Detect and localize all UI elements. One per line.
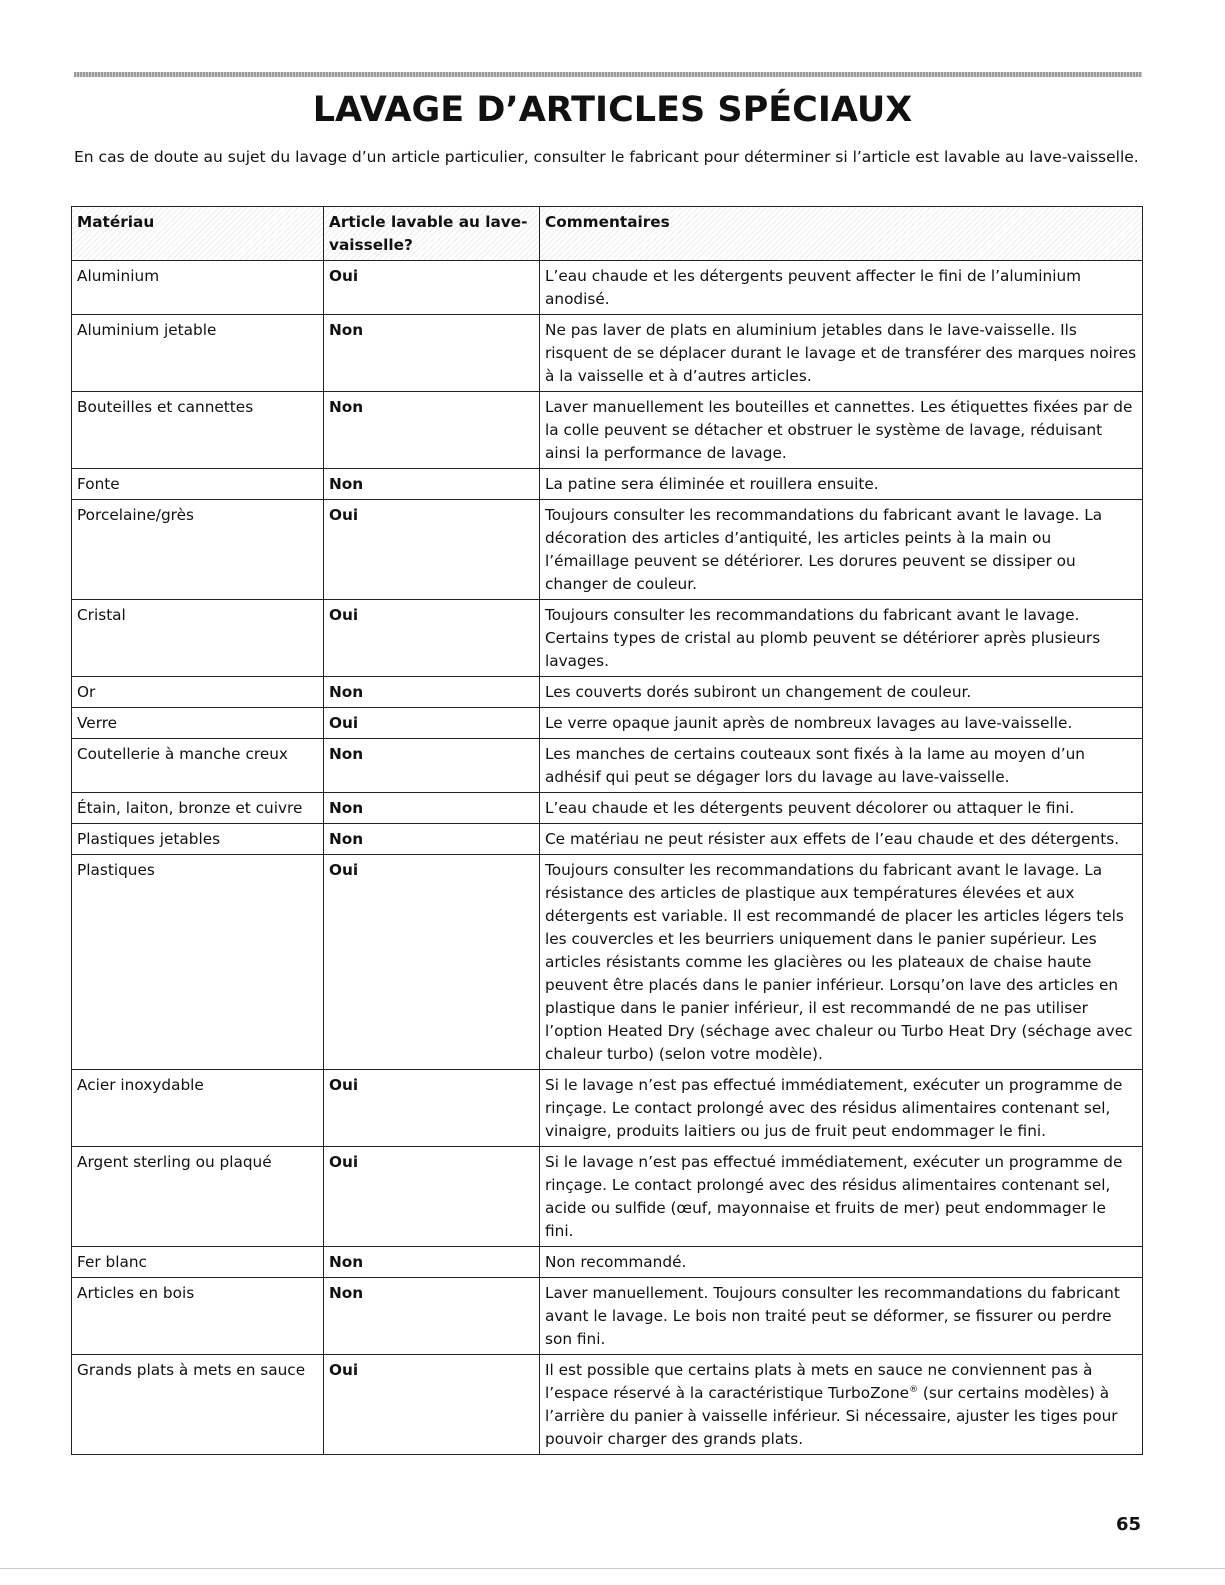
cell-dishwasher-safe: Non [324,824,540,855]
cell-material: Étain, laiton, bronze et cuivre [72,793,324,824]
cell-material: Plastiques jetables [72,824,324,855]
cell-comments: Non recommandé. [540,1247,1143,1278]
table-row [72,469,1143,500]
table-row [72,1355,1143,1455]
cell-comments: Le verre opaque jaunit après de nombreux lavages au lave-vaisselle. [540,708,1143,739]
cell-material: Porcelaine/grès [72,500,324,600]
bottom-divider [0,1568,1225,1569]
cell-dishwasher-safe: Oui [324,1355,540,1455]
table-row [72,1247,1143,1278]
cell-dishwasher-safe: Non [324,392,540,469]
cell-material: Aluminium jetable [72,315,324,392]
table-row [72,392,1143,469]
cell-material: Bouteilles et cannettes [72,392,324,469]
header-material: Matériau [72,207,324,261]
registered-trademark-mark: ® [909,1384,919,1395]
cell-comments: Les manches de certains couteaux sont fixés à la lame au moyen d’un adhésif qui peut se dégager lors du lavage au lave-vaisselle. [540,739,1143,793]
page-title: LAVAGE D’ARTICLES SPÉCIAUX [312,90,913,130]
table-row [72,1278,1143,1355]
cell-comments: L’eau chaude et les détergents peuvent décolorer ou attaquer le fini. [540,793,1143,824]
cell-comments: L’eau chaude et les détergents peuvent affecter le fini de l’aluminium anodisé. [540,261,1143,315]
cell-material: Verre [72,708,324,739]
table-row [72,1070,1143,1147]
cell-comments: Les couverts dorés subiront un changement de couleur. [540,677,1143,708]
table-row [72,261,1143,315]
page-number: 65 [1115,1514,1141,1535]
table-row [72,824,1143,855]
cell-comments: Ne pas laver de plats en aluminium jetables dans le lave-vaisselle. Ils risquent de se déplacer durant le lavage et de transférer des marques noires à la vaisselle et à d’autres articles. [540,315,1143,392]
table-header-row [72,207,1143,261]
cell-dishwasher-safe: Oui [324,1070,540,1147]
cell-comments: Toujours consulter les recommandations du fabricant avant le lavage. La décoration des articles d’antiquité, les articles peints à la main ou l’émaillage peuvent se détériorer. Les dorures peuvent se dissiper ou changer de couleur. [540,500,1143,600]
cell-material: Plastiques [72,855,324,1070]
cell-material: Cristal [72,600,324,677]
cell-dishwasher-safe: Oui [324,261,540,315]
table-row [72,500,1143,600]
cell-dishwasher-safe: Non [324,1247,540,1278]
cell-dishwasher-safe: Non [324,469,540,500]
table-row [72,793,1143,824]
table-row [72,708,1143,739]
cell-dishwasher-safe: Non [324,1278,540,1355]
table-row [72,315,1143,392]
table-row [72,1147,1143,1247]
cell-comments: Ce matériau ne peut résister aux effets de l’eau chaude et des détergents. [540,824,1143,855]
cell-material: Coutellerie à manche creux [72,739,324,793]
cell-material: Or [72,677,324,708]
table-row [72,739,1143,793]
table-row [72,677,1143,708]
cell-material: Aluminium [72,261,324,315]
special-items-table [71,206,1143,1455]
cell-dishwasher-safe: Oui [324,600,540,677]
cell-comments: Si le lavage n’est pas effectué immédiatement, exécuter un programme de rinçage. Le contact prolongé avec des résidus alimentaires contenant sel, acide ou sulfide (œuf, mayonnaise et fruits de mer) peut endommager le fini. [540,1147,1143,1247]
cell-comments: Laver manuellement. Toujours consulter les recommandations du fabricant avant le lavage. Le bois non traité peut se déformer, se fissurer ou perdre son fini. [540,1278,1143,1355]
cell-comments: Laver manuellement les bouteilles et cannettes. Les étiquettes fixées par de la colle peuvent se détacher et obstruer le système de lavage, réduisant ainsi la performance de lavage. [540,392,1143,469]
table-row [72,600,1143,677]
cell-comments: La patine sera éliminée et rouillera ensuite. [540,469,1143,500]
table-row [72,855,1143,1070]
cell-material: Fonte [72,469,324,500]
cell-material: Fer blanc [72,1247,324,1278]
comment-text-start: Il est possible que certains plats à mets en sauce ne conviennent pas à l’espace réservé à la caractéristique TurboZone [545,1361,1093,1402]
cell-dishwasher-safe: Non [324,315,540,392]
cell-comments: Toujours consulter les recommandations du fabricant avant le lavage. Certains types de cristal au plomb peuvent se détériorer après plusieurs lavages. [540,600,1143,677]
cell-material: Articles en bois [72,1278,324,1355]
cell-comments: Si le lavage n’est pas effectué immédiatement, exécuter un programme de rinçage. Le contact prolongé avec des résidus alimentaires contenant sel, vinaigre, produits laitiers ou jus de fruit peut endommager le fini. [540,1070,1143,1147]
cell-dishwasher-safe: Non [324,677,540,708]
cell-dishwasher-safe: Oui [324,500,540,600]
cell-comments: Toujours consulter les recommandations du fabricant avant le lavage. La résistance des articles de plastique aux températures élevées et aux détergents est variable. Il est recommandé de placer les articles légers tels les couvercles et les beurriers uniquement dans le panier supérieur. Les articles résistants comme les glacières ou les plateaux de chaise haute peuvent être placés dans le panier inférieur. Lorsqu’on lave des articles en plastique dans le panier inférieur, il est recommandé de ne pas utiliser l’option Heated Dry (séchage avec chaleur ou Turbo Heat Dry (séchage avec chaleur turbo) (selon votre modèle). [540,855,1143,1070]
cell-material: Argent sterling ou plaqué [72,1147,324,1247]
cell-dishwasher-safe: Oui [324,708,540,739]
cell-material: Acier inoxydable [72,1070,324,1147]
top-divider [74,72,1142,77]
cell-dishwasher-safe: Non [324,793,540,824]
intro-paragraph: En cas de doute au sujet du lavage d’un article particulier, consulter le fabricant pour déterminer si l’article est lavable au lave-vaisselle. [74,148,1139,166]
header-comments: Commentaires [540,207,1143,261]
cell-material: Grands plats à mets en sauce [72,1355,324,1455]
comment-text-end: (sur certains modèles) à l’arrière du panier à vaisselle inférieur. Si nécessaire, ajuster les tiges pour pouvoir charger des grands plats. [545,1384,1118,1448]
header-dishwasher-safe: Article lavable au lave-vaisselle? [324,207,540,261]
cell-comments [540,1355,1143,1455]
cell-dishwasher-safe: Oui [324,1147,540,1247]
cell-dishwasher-safe: Non [324,739,540,793]
cell-dishwasher-safe: Oui [324,855,540,1070]
